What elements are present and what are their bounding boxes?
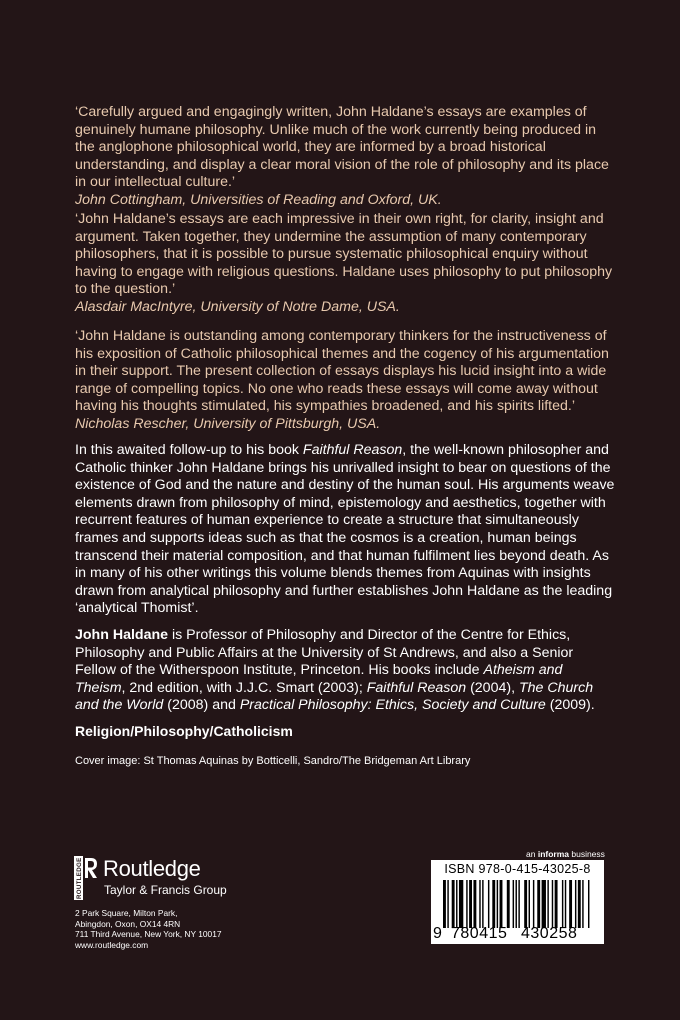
book-description [75,442,615,618]
quote-rescher [75,328,615,434]
barcode-bar [456,880,457,928]
description-book-title: Faithful Reason [302,442,403,458]
quote-text: ‘Carefully argued and engagingly written, John Haldane’s essays are examples of genuinely humane philosophy. Unlike much of the work currently being produced in the anglophone philosophical world, they are informed by a broad historical understanding, and display a clear moral vision of the role of philosophy and its place in our intellectual culture.’ [75,104,609,191]
informa-suffix: business [569,849,605,859]
informa-prefix: an [526,849,538,859]
barcode-bar [500,880,503,928]
barcode-bar [575,880,576,928]
publisher-group: Taylor & Francis Group [104,883,227,897]
bio-book-title: Practical Philosophy: Ethics, Society and Culture [239,697,546,714]
bio-text: is Professor of Philosophy and Director of the Centre for Ethics, Philosophy and Public Affairs at the University of St Andrews, and also a Senior Fellow of the Witherspoon Institute, Princeton. His books include [75,627,574,679]
informa-business-label [526,849,605,859]
barcode-bar [533,880,534,928]
bio-text: (2009). [545,697,595,714]
routledge-logo-icon [74,856,98,900]
barcode-bar [516,880,517,928]
quote-text: ‘John Haldane is outstanding among contemporary thinkers for the instructiveness of his exposition of Catholic philosophical themes and the cogency of his argumentation in their support. The present collection of essays displays his lucid insight into a wide range of compelling topics. No one who reads these essays will come away without having his thoughts stimulated, his sympathies broadened, and his spirits lifted.’ [75,328,609,415]
barcode-bar [492,880,495,928]
barcode-digit-lead: 9 [433,925,443,942]
isbn-barcode [431,860,604,944]
quote-macintyre [75,211,615,317]
barcode-bar [447,880,448,928]
description-text: In this awaited follow-up to his book [75,442,303,458]
barcode-digits-left: 780415 [451,925,508,942]
quote-attribution: John Cottingham, Universities of Reading and Oxford, UK. [75,191,442,208]
bio-book-title: The Church and the World [75,679,594,714]
barcode-bar [473,880,476,928]
barcode-bar [513,880,514,928]
barcode-bar [518,880,519,928]
barcode-bar [466,880,467,928]
bio-text: , 2nd edition, with J.J.C. Smart (2003); [121,679,367,696]
quote-attribution: Nicholas Rescher, University of Pittsburgh, USA. [75,415,381,432]
barcode-digits-right: 430258 [521,925,578,942]
barcode-bar [569,880,572,928]
barcode-bar [524,880,527,928]
isbn-label: ISBN 978-0-415-43025-8 [444,862,591,876]
barcode-bar [565,880,566,928]
quote-cottingham [75,104,615,210]
barcode-bar [562,880,563,928]
address-line: 2 Park Square, Milton Park, [75,908,178,918]
barcode-bar [529,880,530,928]
bio-text: (2008) and [163,697,240,714]
barcode-bar [482,880,483,928]
barcode-bar [537,880,540,928]
bio-text: (2004), [466,679,519,696]
publisher-website: www.routledge.com [75,939,149,950]
barcode-bar [497,880,498,928]
barcode-bar [552,880,553,928]
publisher-address [75,908,222,950]
subject-category: Religion/Philosophy/Catholicism [75,723,293,739]
barcode-bars [443,880,593,928]
barcode-bar [443,880,446,928]
publisher-name: Routledge [103,856,201,881]
barcode-bar [555,880,558,928]
barcode-bar [488,880,489,928]
cover-image-credit: Cover image: St Thomas Aquinas by Botticelli, Sandro/The Bridgeman Art Library [75,755,471,767]
publisher-vertical-label: ROUTLEDGE [76,857,84,899]
barcode-bar [469,880,472,928]
bio-book-title: Atheism and Theism [75,662,563,696]
barcode-bar [459,880,463,928]
barcode-bar [582,880,583,928]
address-line: Abingdon, Oxon, OX14 4RN [75,918,181,929]
quote-text: ‘John Haldane’s essays are each impressive in their own right, for clarity, insight and argument. Taken together, they undermine the assumption of many contemporary philosophers, that it is possible to pursue systematic philosophical enquiry without having to engage with religious questions. Haldane uses philosophy to put philosophy to the question.’ [75,211,613,298]
author-bio [75,627,615,715]
address-line: 711 Third Avenue, New York, NY 10017 [75,929,222,940]
barcode-bar [588,880,589,928]
bio-book-title: Faithful Reason [366,679,467,696]
barcode-bar [479,880,480,928]
barcode-bar [578,880,581,928]
barcode-bar [547,880,548,928]
informa-brand: informa [537,849,569,859]
barcode-bar [507,880,510,928]
barcode-bar [452,880,455,928]
quote-attribution: Alasdair MacIntyre, University of Notre Dame, USA. [75,298,400,315]
author-name: John Haldane [75,627,169,643]
barcode-bar [542,880,546,928]
description-text: , the well-known philosopher and Catholic thinker John Haldane brings his unrivalled insight to bear on questions of the existence of God and the nature and destiny of the human soul. His arguments weave elements drawn from philosophy of mind, epistemology and aesthetics, together with recurrent features of human experience to create a structure that simultaneously frames and supports ideas such as that the cosmos is a creation, human beings transcend their material composition, and that human fulfilment lies beyond death. As in many of his other writings this volume blends themes from Aquinas with insights drawn from analytical philosophy and further establishes John Haldane as the leading ‘analytical Thomist’. [75,442,615,617]
